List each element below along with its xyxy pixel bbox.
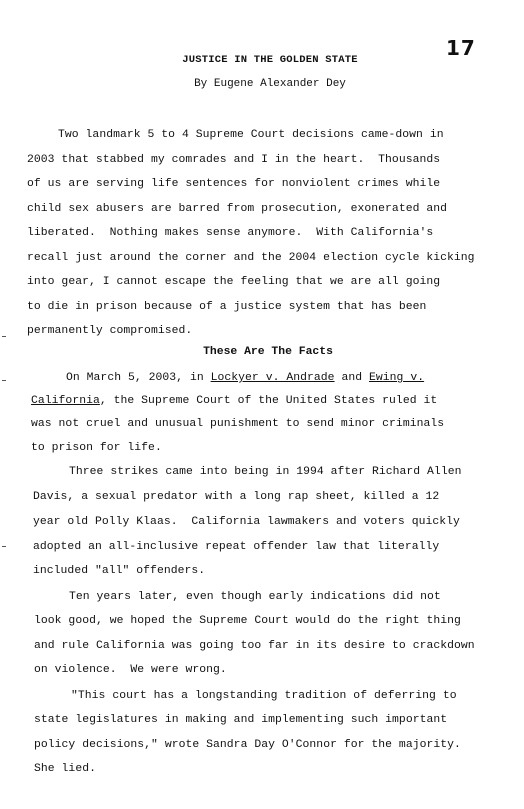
- paragraph-1-line-8: to die in prison because of a justice system that has been: [27, 301, 427, 313]
- paragraph-1-line-5: liberated. Nothing makes sense anymore. With California's: [27, 227, 434, 239]
- paragraph-1-line-2: 2003 that stabbed my comrades and I in the heart. Thousands: [27, 154, 441, 166]
- section-subheading: These Are The Facts: [203, 346, 333, 358]
- paragraph-2-line-3: was not cruel and unusual punishment to send minor criminals: [31, 418, 445, 430]
- paragraph-4-line-4: on violence. We were wrong.: [34, 664, 227, 676]
- paragraph-2-text: On March 5, 2003, in: [66, 372, 211, 384]
- paragraph-1-line-7: into gear, I cannot escape the feeling that we are all going: [27, 276, 441, 288]
- paragraph-5-line-2: state legislatures in making and implementing such important: [34, 714, 448, 726]
- scan-mark: [2, 336, 6, 337]
- paragraph-1-line-6: recall just around the corner and the 2004 election cycle kicking: [27, 252, 475, 264]
- paragraph-3-line-4: adopted an all-inclusive repeat offender law that literally: [33, 541, 440, 553]
- case-citation-ewing: Ewing v.: [369, 372, 425, 384]
- paragraph-5-line-4: She lied.: [34, 763, 96, 775]
- paragraph-4-line-2: look good, we hoped the Supreme Court would do the right thing: [34, 615, 461, 627]
- paragraph-2-text: and: [334, 372, 369, 384]
- paragraph-3-line-1: Three strikes came into being in 1994 after Richard Allen: [69, 466, 462, 478]
- article-title: JUSTICE IN THE GOLDEN STATE: [182, 54, 358, 66]
- case-citation-ewing-cont: California: [31, 395, 100, 407]
- paragraph-2-line-1: [66, 371, 424, 385]
- article-byline: By Eugene Alexander Dey: [194, 78, 346, 90]
- case-citation-lockyer: Lockyer v. Andrade: [210, 372, 335, 384]
- paragraph-3-line-3: year old Polly Klaas. California lawmakers and voters quickly: [33, 516, 460, 528]
- paragraph-4-line-3: and rule California was going too far in its desire to crackdown: [34, 640, 475, 652]
- page-number: 17: [446, 36, 476, 60]
- scan-mark: [2, 546, 6, 547]
- scan-mark: [2, 380, 6, 381]
- paragraph-1-line-9: permanently compromised.: [27, 325, 193, 337]
- paragraph-2-text: , the Supreme Court of the United States ruled it: [99, 395, 438, 407]
- paragraph-4-line-1: Ten years later, even though early indications did not: [69, 591, 441, 603]
- paragraph-2-line-2: [31, 394, 437, 408]
- paragraph-1-line-3: of us are serving life sentences for nonviolent crimes while: [27, 178, 441, 190]
- paragraph-5-line-1: "This court has a longstanding tradition of deferring to: [71, 690, 457, 702]
- paragraph-2-line-4: to prison for life.: [31, 442, 162, 454]
- paragraph-1-line-4: child sex abusers are barred from prosecution, exonerated and: [27, 203, 448, 215]
- paragraph-3-line-2: Davis, a sexual predator with a long rap sheet, killed a 12: [33, 491, 440, 503]
- paragraph-3-line-5: included "all" offenders.: [33, 565, 206, 577]
- paragraph-1-line-1: Two landmark 5 to 4 Supreme Court decisions came-down in: [58, 129, 444, 141]
- paragraph-5-line-3: policy decisions," wrote Sandra Day O'Connor for the majority.: [34, 739, 461, 751]
